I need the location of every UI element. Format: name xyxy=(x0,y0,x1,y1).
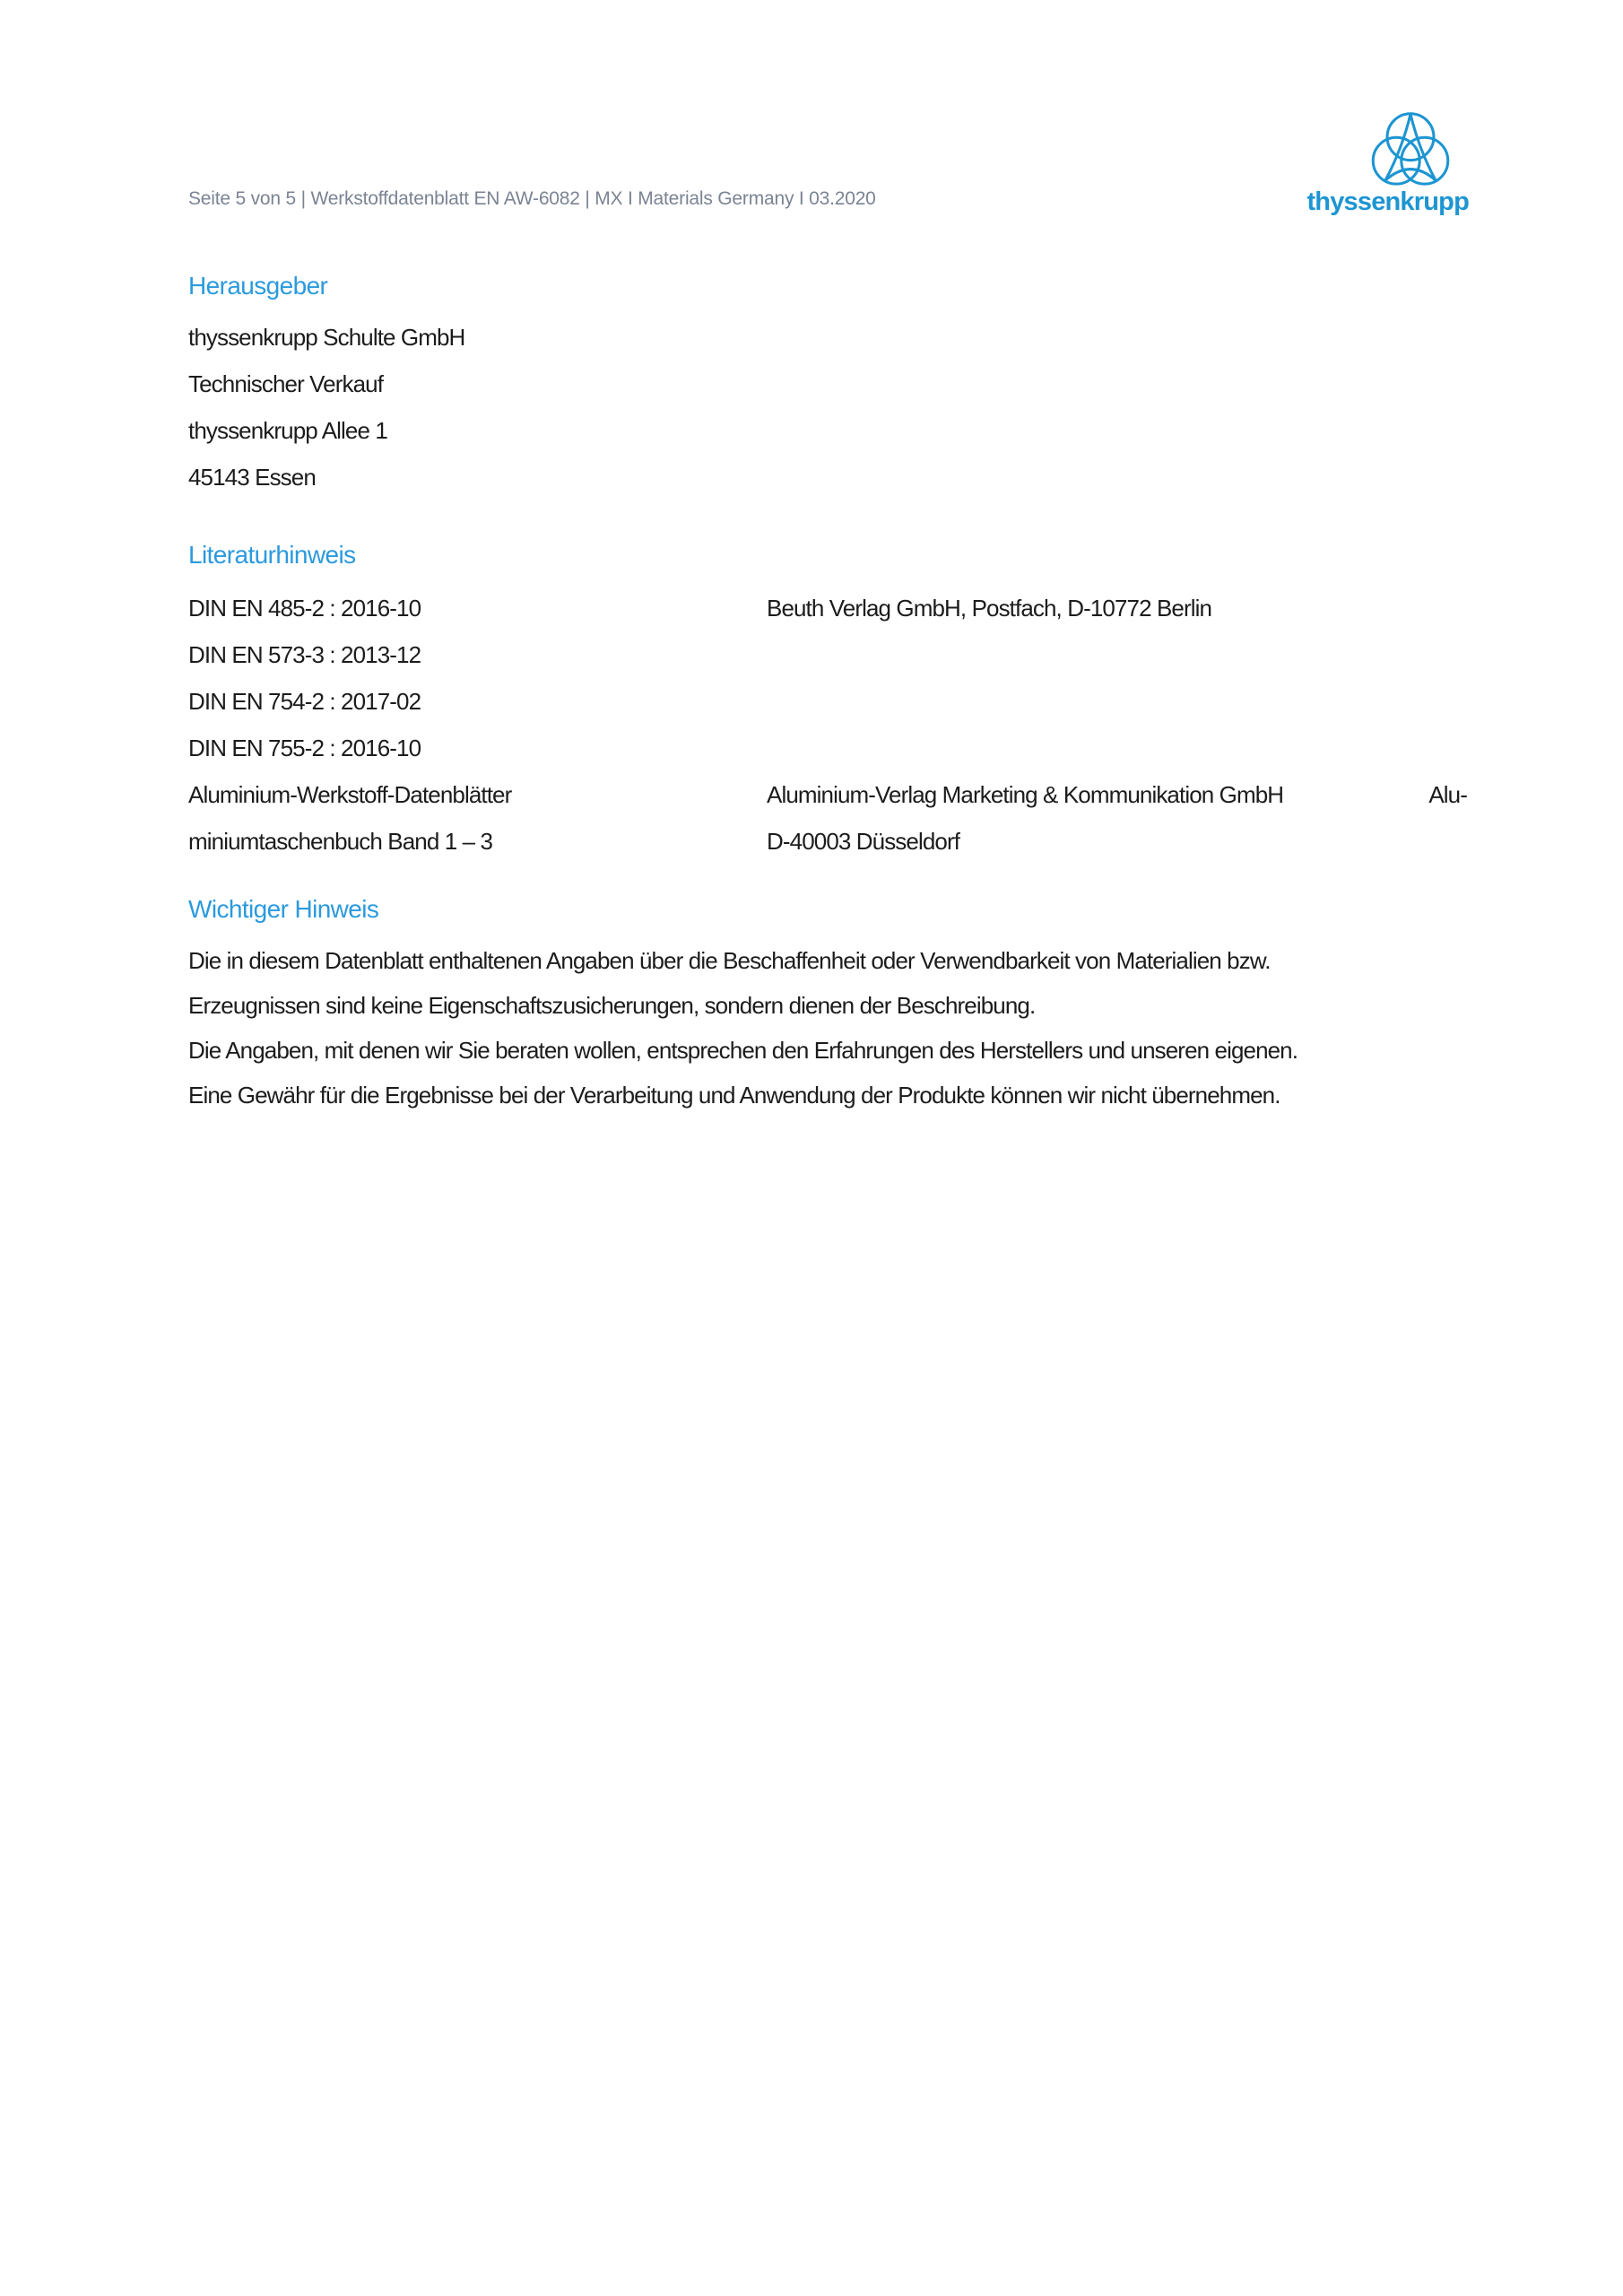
publisher-city: 45143 Essen xyxy=(188,464,316,491)
literature-row xyxy=(188,771,1467,818)
notice-line: Eine Gewähr für die Ergebnisse bei der Verarbeitung und Anwendung der Produkte können wir nicht übernehmen. xyxy=(188,1082,1280,1109)
literature-row xyxy=(188,585,1467,631)
notice-line: Erzeugnissen sind keine Eigenschaftszusicherungen, sondern dienen der Beschreibung. xyxy=(188,992,1036,1019)
publisher-address-block xyxy=(188,314,464,500)
literature-row xyxy=(188,725,1467,771)
thyssenkrupp-logo-icon xyxy=(1359,111,1462,190)
notice-paragraphs xyxy=(188,938,1298,1118)
literature-publisher: Beuth Verlag GmbH, Postfach, D-10772 Berlin xyxy=(767,595,1212,622)
literature-standard: DIN EN 485-2 : 2016-10 xyxy=(188,595,421,622)
literature-row xyxy=(188,678,1467,725)
literature-standard: DIN EN 755-2 : 2016-10 xyxy=(188,735,421,761)
page-header-meta: Seite 5 von 5 | Werkstoffdatenblatt EN AW-6082 | MX I Materials Germany I 03.2020 xyxy=(188,188,876,209)
publisher-company: thyssenkrupp Schulte GmbH xyxy=(188,324,465,351)
notice-line: Die Angaben, mit denen wir Sie beraten wollen, entsprechen den Erfahrungen des Herstellers und unseren eigenen. xyxy=(188,1037,1298,1064)
publisher-street: thyssenkrupp Allee 1 xyxy=(188,417,387,444)
literature-list xyxy=(188,585,1467,865)
literature-publisher: D-40003 Düsseldorf xyxy=(767,828,960,855)
literature-title: Aluminium-Werkstoff-Datenblätter xyxy=(188,781,512,808)
literature-standard: DIN EN 573-3 : 2013-12 xyxy=(188,641,421,668)
literature-wrap-fragment: Alu- xyxy=(1428,781,1467,808)
thyssenkrupp-logo-wordmark: thyssenkrupp xyxy=(1306,187,1469,216)
literature-publisher: Aluminium-Verlag Marketing & Kommunikation GmbH xyxy=(767,781,1284,808)
publisher-department: Technischer Verkauf xyxy=(188,370,384,397)
notice-line: Die in diesem Datenblatt enthaltenen Angaben über die Beschaffenheit oder Verwendbarkeit von Materialien bzw. xyxy=(188,947,1271,974)
literature-title: miniumtaschenbuch Band 1 – 3 xyxy=(188,828,493,855)
notice-heading: Wichtiger Hinweis xyxy=(188,895,379,923)
literature-standard: DIN EN 754-2 : 2017-02 xyxy=(188,688,421,715)
literature-row xyxy=(188,818,1467,865)
literature-heading: Literaturhinweis xyxy=(188,541,356,569)
literature-row xyxy=(188,631,1467,678)
publisher-heading: Herausgeber xyxy=(188,272,328,300)
